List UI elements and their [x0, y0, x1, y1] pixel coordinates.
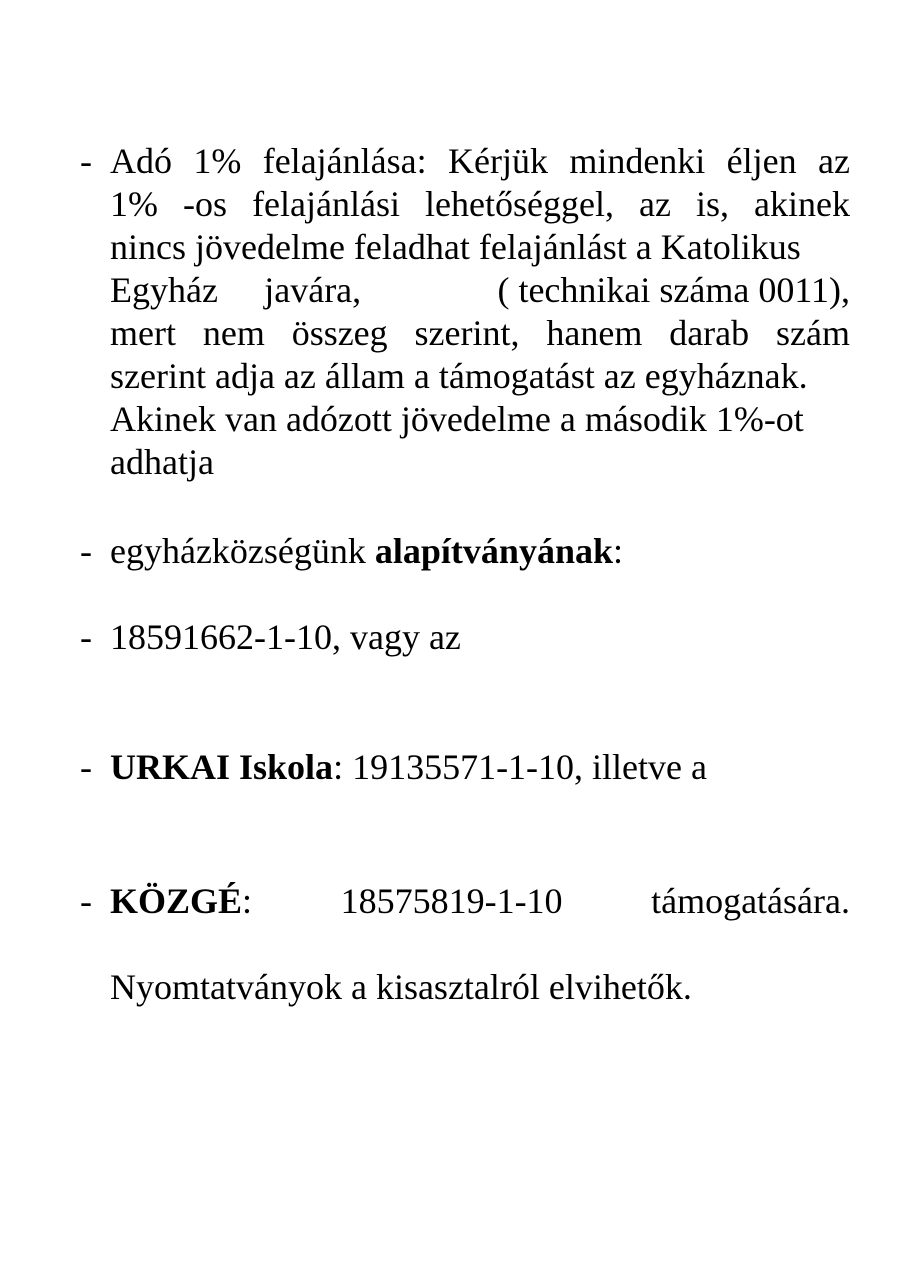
bullet-dash: -: [80, 747, 92, 787]
paragraph-line: Egyház javára, ( technikai száma 0011),: [110, 270, 850, 310]
foundation-line: egyházközségünk alapítványának:: [110, 531, 623, 571]
foundation-number-line: 18591662-1-10, vagy az: [110, 617, 461, 657]
forms-note-text: Nyomtatványok a kisasztalról elvihetők.: [110, 967, 692, 1007]
paragraph-line: adhatja: [110, 442, 214, 482]
paragraph-line: Akinek van adózott jövedelme a második 1%-ot: [110, 399, 804, 439]
foundation-bold-label: alapítványának: [374, 531, 613, 571]
paragraph-line: 1% -os felajánlási lehetőséggel, az is, akinek: [110, 184, 850, 224]
forms-note: [80, 966, 850, 1009]
kozge-bold-label: KÖZGÉ: [110, 881, 243, 921]
kozge-tax-number: 18575819-1-10: [340, 881, 563, 921]
paragraph-line: szerint adja az állam a támogatást az egyháznak.: [110, 356, 808, 396]
kozge-line: KÖZGÉ: 18575819-1-10 támogatására.: [110, 881, 850, 921]
bullet-dash: -: [80, 141, 92, 181]
paragraph-line: mert nem összeg szerint, hanem darab szám: [110, 313, 850, 353]
foundation-item: [80, 530, 850, 573]
urkai-school-item: [80, 746, 850, 789]
paragraph-line: Adó 1% felajánlása: Kérjük mindenki éljen az: [110, 141, 850, 181]
tax-one-percent-paragraph: [80, 140, 850, 484]
paragraph-line: nincs jövedelme feladhat felajánlást a Katolikus: [110, 227, 801, 267]
bullet-dash: -: [80, 881, 92, 921]
foundation-number-item: [80, 616, 850, 659]
bullet-dash: -: [80, 531, 92, 571]
urkai-bold-label: URKAI Iskola: [110, 747, 334, 787]
kozge-item: [80, 880, 850, 923]
urkai-line: URKAI Iskola: 19135571-1-10, illetve a: [110, 747, 707, 787]
bullet-dash: -: [80, 617, 92, 657]
